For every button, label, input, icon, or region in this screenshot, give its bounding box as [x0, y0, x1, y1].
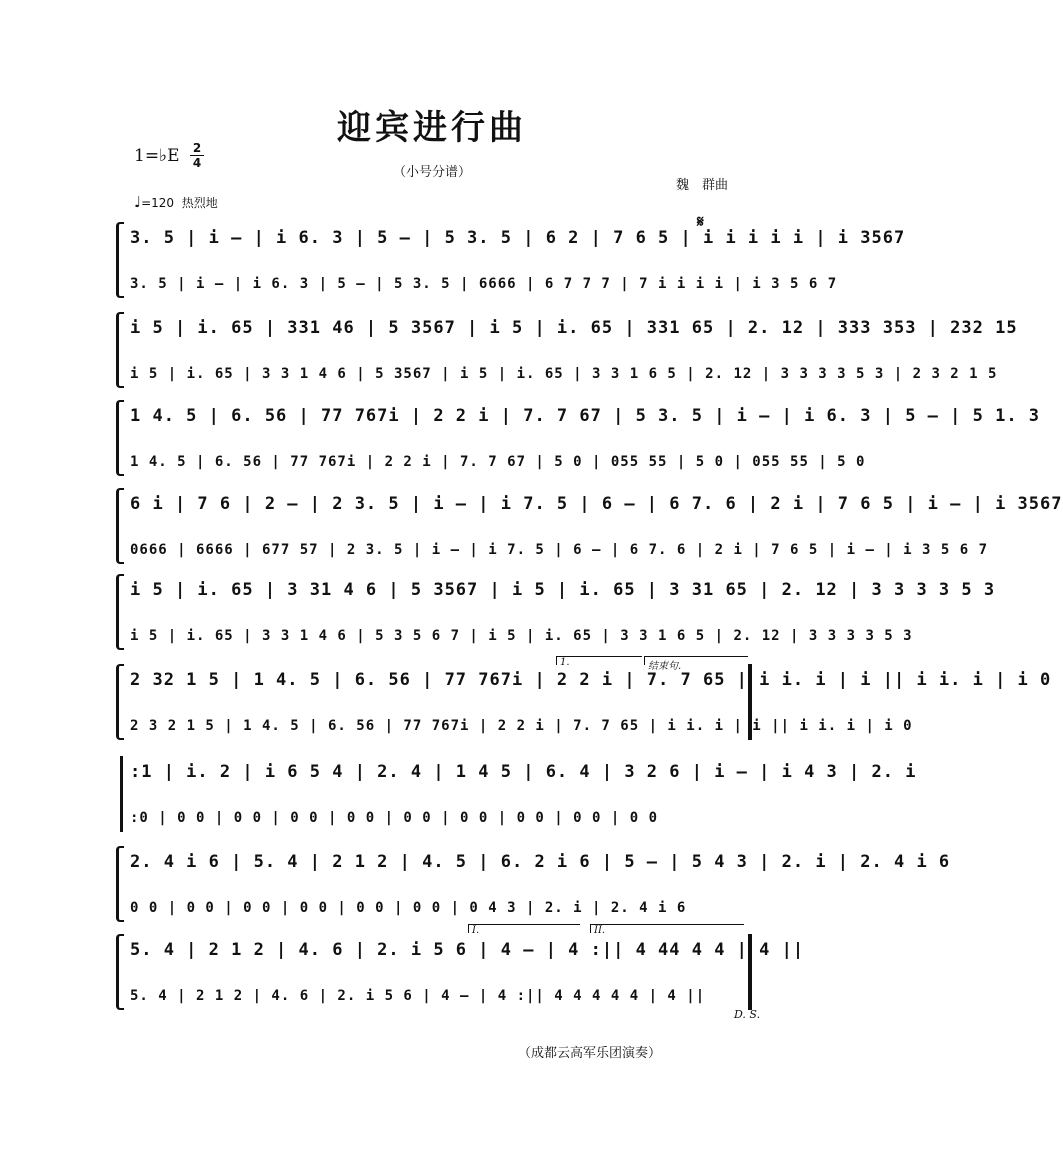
system-brace: [116, 846, 124, 922]
page-title: 迎宾进行曲: [337, 108, 527, 148]
system-2: [116, 312, 1018, 388]
system-brace: [116, 574, 124, 650]
staff-bottom: 3. 5 | i – | i 6. 3 | 5 – | 5 3. 5 | 6666 | 6 7 7 7 | 7 i i i i | i 3 5 6 7: [130, 276, 838, 292]
system-1: [116, 222, 906, 298]
dal-segno: D. S.: [734, 1008, 761, 1021]
system-brace: [116, 400, 124, 476]
staff-bottom: 0666 | 6666 | 677 57 | 2 3. 5 | i – | i 7. 5 | 6 – | 6 7. 6 | 2 i | 7 6 5 | i – | i 3 5 6 7: [130, 542, 989, 558]
system-7: [116, 756, 917, 832]
staff-bottom: i 5 | i. 65 | 3 3 1 4 6 | 5 3567 | i 5 | i. 65 | 3 3 1 6 5 | 2. 12 | 3 3 3 3 5 3 | 2 3 2 1 5: [130, 366, 998, 382]
staff-bottom: 5. 4 | 2 1 2 | 4. 6 | 2. i 5 6 | 4 – | 4 :|| 4 4 4 4 4 | 4 ||: [130, 988, 706, 1004]
system-9: [116, 934, 805, 1010]
staff-top: 1 4. 5 | 6. 56 | 77 767i | 2 2 i | 7. 7 67 | 5 3. 5 | i – | i 6. 3 | 5 – | 5 1. 3: [130, 406, 1041, 426]
system-brace: [116, 934, 124, 1010]
tempo-expression: 热烈地: [181, 196, 218, 210]
system-brace: [116, 222, 124, 298]
staff-bottom: 2 3 2 1 5 | 1 4. 5 | 6. 56 | 77 767i | 2 2 i | 7. 7 65 | i i. i | i || i i. i | i 0: [130, 718, 913, 734]
staff-top: 3. 5 | i – | i 6. 3 | 5 – | 5 3. 5 | 6 2 | 7 6 5 | i i i i i | i 3567: [130, 228, 906, 248]
system-3: [116, 400, 1041, 476]
staff-bottom: 0 0 | 0 0 | 0 0 | 0 0 | 0 0 | 0 0 | 0 4 3 | 2. i | 2. 4 i 6: [130, 900, 687, 916]
system-brace: [116, 312, 124, 388]
volta-fine: 结束句.: [644, 656, 748, 665]
staff-bottom: i 5 | i. 65 | 3 3 1 4 6 | 5 3 5 6 7 | i 5 | i. 65 | 3 3 1 6 5 | 2. 12 | 3 3 3 3 5 3: [130, 628, 913, 644]
final-barline: [748, 664, 752, 740]
tempo-bpm: =120: [141, 196, 175, 210]
staff-top: 6 i | 7 6 | 2 – | 2 3. 5 | i – | i 7. 5 | 6 – | 6 7. 6 | 2 i | 7 6 5 | i – | i 3567: [130, 494, 1063, 514]
staff-bottom: :0 | 0 0 | 0 0 | 0 0 | 0 0 | 0 0 | 0 0 | 0 0 | 0 0 | 0 0: [130, 810, 659, 826]
staff-bottom: 1 4. 5 | 6. 56 | 77 767i | 2 2 i | 7. 7 67 | 5 0 | 055 55 | 5 0 | 055 55 | 5 0: [130, 454, 866, 470]
volta-1: I.: [468, 924, 580, 933]
system-4: [116, 488, 1063, 564]
system-brace: [116, 488, 124, 564]
composer: 魏 群曲: [676, 178, 729, 193]
system-brace: [116, 664, 124, 740]
staff-top: 2 32 1 5 | 1 4. 5 | 6. 56 | 77 767i | 2 2 i | 7. 7 65 | i i. i | i || i i. i | i 0: [130, 670, 1052, 690]
staff-top: i 5 | i. 65 | 331 46 | 5 3567 | i 5 | i. 65 | 331 65 | 2. 12 | 333 353 | 232 15: [130, 318, 1018, 338]
system-8: [116, 846, 951, 922]
system-5: [116, 574, 996, 650]
staff-top: 5. 4 | 2 1 2 | 4. 6 | 2. i 5 6 | 4 – | 4 :|| 4 44 4 4 | 4 ||: [130, 940, 805, 960]
repeat-start-barline: [120, 756, 123, 832]
volta-2: II.: [590, 924, 744, 933]
system-6: [116, 664, 1052, 740]
staff-top: :1 | i. 2 | i 6 5 4 | 2. 4 | 1 4 5 | 6. 4 | 3 2 6 | i – | i 4 3 | 2. i: [130, 762, 917, 782]
meter-bottom: 4: [192, 156, 202, 170]
subtitle: （小号分谱）: [392, 165, 471, 180]
key-signature: 1=♭E: [134, 146, 180, 166]
performer-credit: （成都云高军乐团演奏）: [518, 1046, 662, 1061]
final-barline: [748, 934, 752, 1010]
segno-icon: 𝄋: [697, 212, 704, 231]
quarter-note-icon: ♩: [134, 193, 142, 211]
staff-top: 2. 4 i 6 | 5. 4 | 2 1 2 | 4. 5 | 6. 2 i 6 | 5 – | 5 4 3 | 2. i | 2. 4 i 6: [130, 852, 951, 872]
staff-top: i 5 | i. 65 | 3 31 4 6 | 5 3567 | i 5 | i. 65 | 3 31 65 | 2. 12 | 3 3 3 3 5 3: [130, 580, 996, 600]
meter-top: 2: [192, 141, 202, 155]
tempo-marking: [134, 193, 218, 211]
volta-first: 1.: [556, 656, 642, 665]
